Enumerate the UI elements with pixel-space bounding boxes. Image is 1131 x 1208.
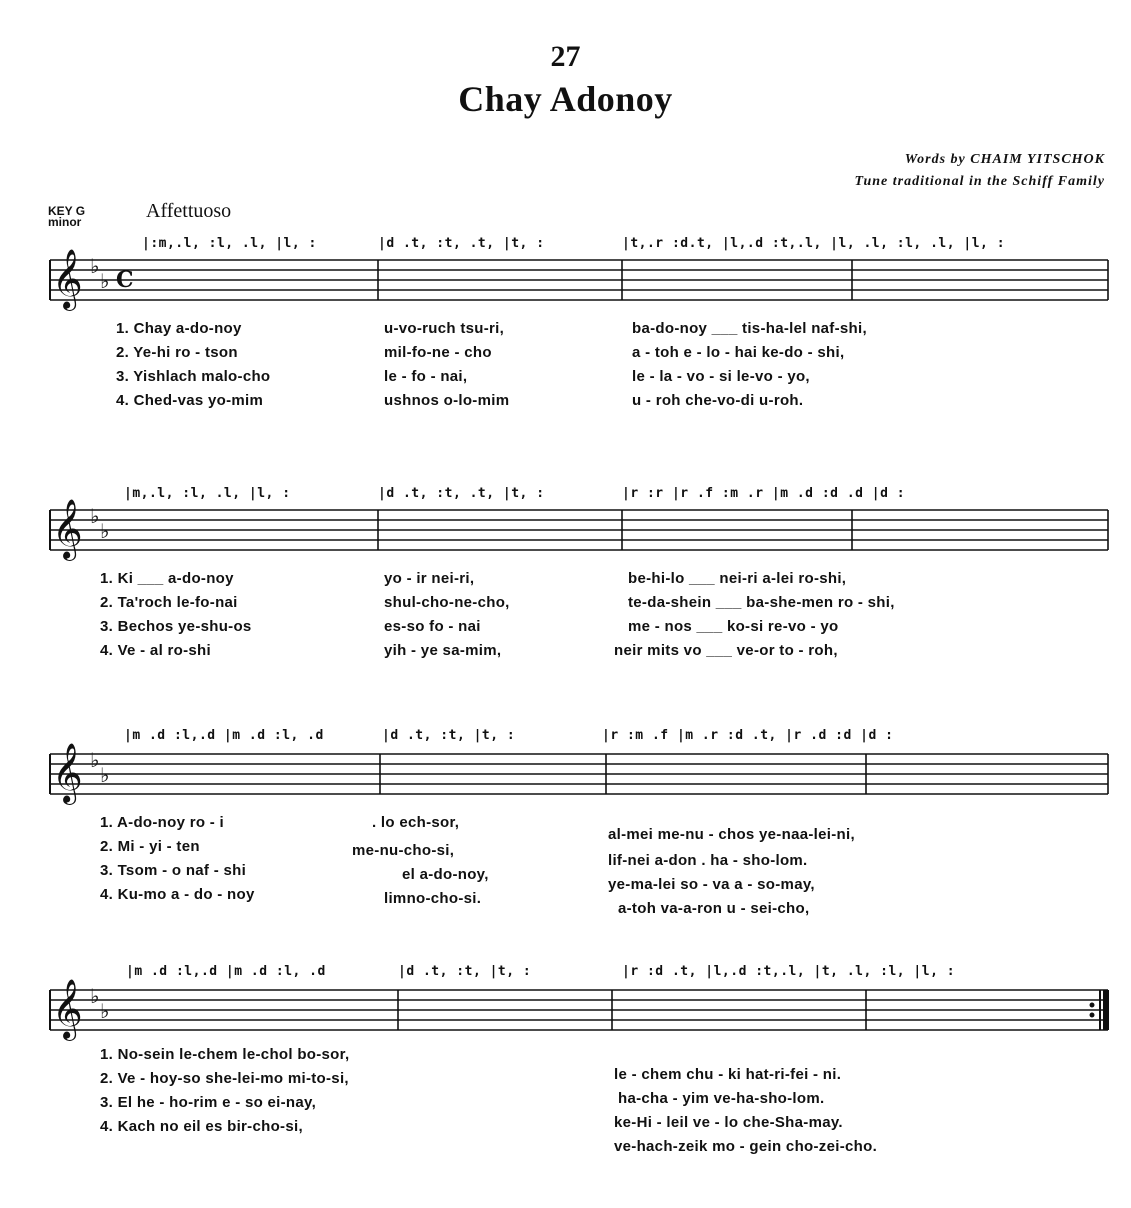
tune-credit: Tune traditional in the Schiff Family	[854, 174, 1105, 189]
final-bar-line	[1103, 990, 1109, 1030]
staff-system-3	[50, 754, 1108, 794]
lyric-s3-v2-c: lif-nei a-don . ha - sho-lom.	[608, 852, 808, 869]
lyric-s1-v3-c: le - la - vo - si le-vo - yo,	[632, 368, 810, 385]
lyric-s3-v1-b: . lo ech-sor,	[372, 814, 460, 831]
lyric-s4-v1-b: le - chem chu - ki hat-ri-fei - ni.	[614, 1066, 842, 1083]
lyric-s1-v2-b: mil-fo-ne - cho	[384, 344, 492, 361]
lyric-s3-v4-b: limno-cho-si.	[384, 890, 482, 907]
treble-clef-icon: 𝄞	[52, 499, 83, 559]
lyric-s1-v3-a: 3. Yishlach malo-cho	[116, 368, 271, 385]
lyric-s2-v3-b: es-so fo - nai	[384, 618, 481, 635]
lyric-s3-v1-a: 1. A-do-noy ro - i	[100, 814, 225, 831]
flat-icon: ♭	[90, 254, 100, 278]
flat-icon: ♭	[100, 763, 110, 787]
flat-icon: ♭	[90, 984, 100, 1008]
lyric-s3-v3-b: el a-do-noy,	[402, 866, 489, 883]
flat-icon: ♭	[100, 269, 110, 293]
solfa-s1-m1: |:m,.l, :l, .l, |l, :	[142, 236, 317, 251]
flat-icon: ♭	[90, 748, 100, 772]
solfa-s2-m3: |r :r |r .f :m .r |m .d :d .d |d :	[622, 486, 906, 501]
repeat-dot	[1090, 1013, 1095, 1018]
lyric-s2-v3-c: me - nos ___ ko-si re-vo - yo	[628, 618, 839, 635]
lyric-s4-v4-a: 4. Kach no eil es bir-cho-si,	[100, 1118, 303, 1135]
solfa-s2-m1: |m,.l, :l, .l, |l, :	[124, 486, 291, 501]
lyric-s1-v2-a: 2. Ye-hi ro - tson	[116, 344, 238, 361]
lyric-s1-v1-a: 1. Chay a-do-noy	[116, 320, 242, 337]
staff-system-4	[50, 990, 1108, 1030]
lyric-s3-v4-c: a-toh va-a-ron u - sei-cho,	[618, 900, 810, 917]
lyric-s4-v3-a: 3. El he - ho-rim e - so ei-nay,	[100, 1094, 317, 1111]
lyric-s1-v4-a: 4. Ched-vas yo-mim	[116, 392, 264, 409]
lyric-s2-v4-c: neir mits vo ___ ve-or to - roh,	[614, 642, 838, 659]
lyric-s2-v3-a: 3. Bechos ye-shu-os	[100, 618, 252, 635]
flat-icon: ♭	[90, 504, 100, 528]
lyric-s4-v4-b: ve-hach-zeik mo - gein cho-zei-cho.	[614, 1138, 878, 1155]
solfa-s1-m3: |t,.r :d.t, |l,.d :t,.l, |l, .l, :l, .l, |l, :	[622, 236, 1006, 251]
lyric-s1-v4-b: ushnos o-lo-mim	[384, 392, 510, 409]
tempo-marking: Affettuoso	[146, 200, 232, 222]
lyric-s2-v1-a: 1. Ki ___ a-do-noy	[100, 570, 234, 587]
flat-icon: ♭	[100, 999, 110, 1023]
solfa-s4-m2: |d .t, :t, |t, :	[398, 964, 532, 979]
lyric-s1-v2-c: a - toh e - lo - hai ke-do - shi,	[632, 344, 845, 361]
lyric-s3-v1-c: al-mei me-nu - chos ye-naa-lei-ni,	[608, 826, 855, 843]
key-mode: minor	[48, 215, 82, 229]
lyric-s3-v4-a: 4. Ku-mo a - do - noy	[100, 886, 255, 903]
solfa-s3-m1: |m .d :l,.d |m .d :l, .d	[124, 728, 324, 743]
lyric-s2-v1-b: yo - ir nei-ri,	[384, 570, 475, 587]
lyric-s2-v2-a: 2. Ta'roch le-fo-nai	[100, 594, 238, 611]
solfa-s4-m3: |r :d .t, |l,.d :t,.l, |t, .l, :l, |l, :	[622, 964, 956, 979]
treble-clef-icon: 𝄞	[52, 249, 83, 309]
treble-clef-icon: 𝄞	[52, 743, 83, 803]
repeat-dot	[1090, 1003, 1095, 1008]
solfa-s4-m1: |m .d :l,.d |m .d :l, .d	[126, 964, 326, 979]
key-label: KEY G	[48, 204, 86, 218]
lyric-s3-v2-a: 2. Mi - yi - ten	[100, 838, 200, 855]
lyric-s1-v3-b: le - fo - nai,	[384, 368, 468, 385]
lyric-s3-v3-a: 3. Tsom - o naf - shi	[100, 862, 247, 879]
lyric-s1-v1-b: u-vo-ruch tsu-ri,	[384, 320, 505, 337]
words-credit: Words by CHAIM YITSCHOK	[904, 152, 1105, 167]
lyric-s2-v2-c: te-da-shein ___ ba-she-men ro - shi,	[628, 594, 895, 611]
lyric-s4-v2-a: 2. Ve - hoy-so she-lei-mo mi-to-si,	[100, 1070, 349, 1087]
song-number: 27	[550, 40, 581, 73]
song-title: Chay Adonoy	[458, 79, 673, 119]
lyric-s4-v3-b: ke-Hi - leil ve - lo che-Sha-may.	[614, 1114, 843, 1131]
lyric-s2-v4-a: 4. Ve - al ro-shi	[100, 642, 211, 659]
treble-clef-icon: 𝄞	[52, 979, 83, 1039]
lyric-s2-v2-b: shul-cho-ne-cho,	[384, 594, 510, 611]
lyric-s3-v3-c: ye-ma-lei so - va a - so-may,	[608, 876, 815, 893]
lyric-s2-v4-b: yih - ye sa-mim,	[384, 642, 502, 659]
flat-icon: ♭	[100, 519, 110, 543]
staff-system-1	[50, 260, 1108, 300]
lyric-s1-v4-c: u - roh che-vo-di u-roh.	[632, 392, 804, 409]
solfa-s1-m2: |d .t, :t, .t, |t, :	[378, 236, 545, 251]
lyric-s2-v1-c: be-hi-lo ___ nei-ri a-lei ro-shi,	[628, 570, 847, 587]
staff-system-2	[50, 510, 1108, 550]
solfa-s2-m2: |d .t, :t, .t, |t, :	[378, 486, 545, 501]
solfa-s3-m3: |r :m .f |m .r :d .t, |r .d :d |d :	[602, 728, 894, 743]
time-signature: C	[116, 267, 134, 293]
lyric-s1-v1-c: ba-do-noy ___ tis-ha-lel naf-shi,	[632, 320, 867, 337]
lyric-s3-v2-b: me-nu-cho-si,	[352, 842, 455, 859]
lyric-s4-v1-a: 1. No-sein le-chem le-chol bo-sor,	[100, 1046, 350, 1063]
lyric-s4-v2-b: ha-cha - yim ve-ha-sho-lom.	[618, 1090, 825, 1107]
solfa-s3-m2: |d .t, :t, |t, :	[382, 728, 516, 743]
